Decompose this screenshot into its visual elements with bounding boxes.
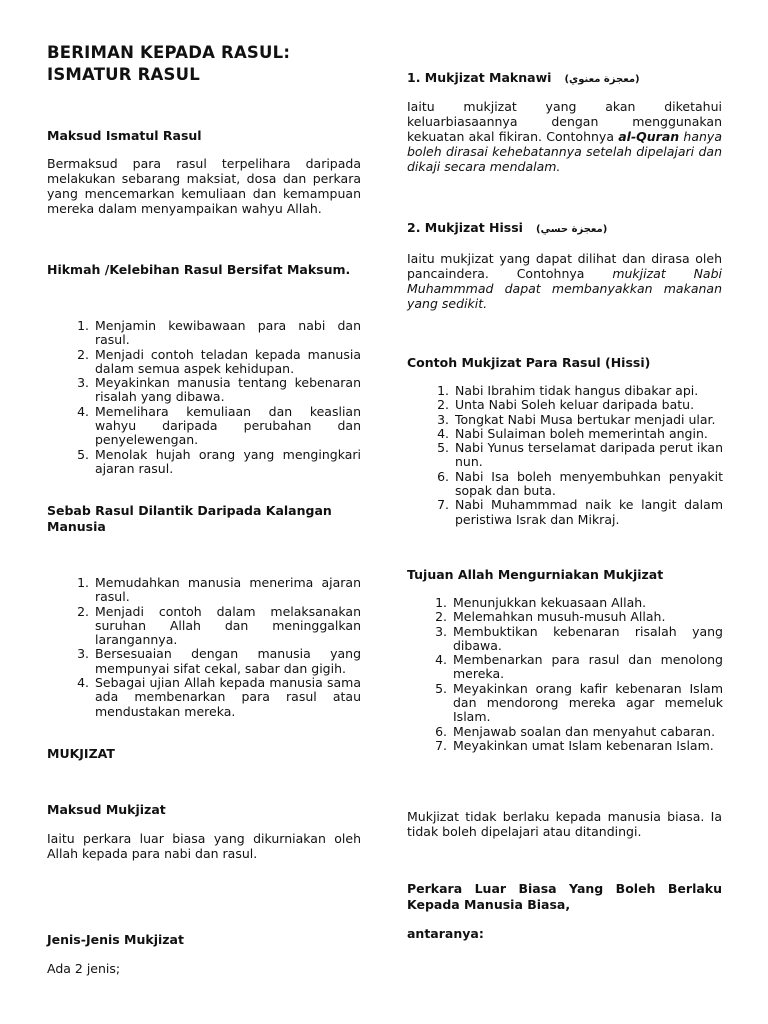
list-item: 1. Menjamin kewibawaan para nabi dan rasul.	[93, 319, 361, 348]
list-item: 5. Nabi Yunus terselamat daripada perut ikan nun.	[453, 441, 723, 470]
list-item: 7. Nabi Muhammmad naik ke langit dalam peristiwa Israk dan Mikraj.	[453, 498, 723, 527]
list-item: 3. Meyakinkan manusia tentang kebenaran risalah yang dibawa.	[93, 376, 361, 405]
maknawi-heading: 1. Mukjizat Maknawi	[407, 70, 552, 85]
sebab-heading: Sebab Rasul Dilantik Daripada Kalangan Manusia	[47, 503, 332, 534]
maknawi-text-1: Iaitu mukjizat yang akan diketahui keluarbiasaannya dengan menggunakan kekuatan akal fikiran. Contohnya	[407, 99, 722, 144]
list-item: 2. Melemahkan musuh-musuh Allah.	[451, 610, 723, 624]
list-item: 4. Membenarkan para rasul dan menolong mereka.	[451, 653, 723, 682]
list-item: 3. Tongkat Nabi Musa bertukar menjadi ular.	[453, 413, 723, 427]
maksud-mukjizat-text: Iaitu perkara luar biasa yang dikurniakan oleh Allah kepada para nabi dan rasul.	[47, 831, 361, 861]
jenis-text: Ada 2 jenis;	[47, 961, 121, 976]
hikmah-heading: Hikmah /Kelebihan Rasul Bersifat Maksum.	[47, 262, 351, 277]
antaranya-heading: antaranya:	[407, 926, 484, 941]
hissi-heading: 2. Mukjizat Hissi	[407, 220, 523, 235]
hissi-text-2: mukjizat Nabi Muhammmad dapat membanyakkan makanan yang sedikit.	[407, 266, 722, 311]
tujuan-list	[405, 596, 723, 753]
list-item: 5. Meyakinkan orang kafir kebenaran Islam dan mendorong mereka agar memeluk Islam.	[451, 682, 723, 725]
maksud-ismatul-heading: Maksud Ismatul Rasul	[47, 128, 202, 143]
document-title	[47, 42, 290, 86]
maknawi-heading-row	[407, 70, 722, 88]
maknawi-quran: al-Quran	[618, 129, 680, 144]
hikmah-list	[47, 319, 361, 476]
maknawi-text	[407, 99, 722, 174]
list-item: 4. Memelihara kemuliaan dan keaslian wahyu daripada perubahan dan penyelewengan.	[93, 405, 361, 448]
list-item: 3. Membuktikan kebenaran risalah yang dibawa.	[451, 625, 723, 654]
hissi-heading-row	[407, 220, 722, 238]
list-item: 5. Menolak hujah orang yang mengingkari ajaran rasul.	[93, 448, 361, 477]
list-item: 1. Memudahkan manusia menerima ajaran rasul.	[93, 576, 361, 605]
hissi-text-1: Iaitu mukjizat yang dapat dilihat dan dirasa oleh pancaindera. Contohnya	[407, 251, 722, 281]
maksud-ismatul-text: Bermaksud para rasul terpelihara daripada melakukan sebarang maksiat, dosa dan perkara yang mencemarkan kemuliaan dan kemampuan mereka dalam menyampaikan wahyu Allah.	[47, 156, 361, 216]
maknawi-text-2: hanya boleh dirasai kehebatannya setelah dipelajari dan dikaji secara mendalam.	[407, 129, 722, 174]
maknawi-arabic: (معجزة معنوي)	[564, 74, 640, 85]
perkara-heading: Perkara Luar Biasa Yang Boleh Berlaku Kepada Manusia Biasa,	[407, 881, 722, 912]
list-item: 1. Nabi Ibrahim tidak hangus dibakar api.	[453, 384, 723, 398]
sebab-list	[47, 576, 361, 719]
hissi-arabic: (معجزة حسي)	[536, 224, 608, 235]
list-item: 4. Nabi Sulaiman boleh memerintah angin.	[453, 427, 723, 441]
list-item: 2. Menjadi contoh teladan kepada manusia dalam semua aspek kehidupan.	[93, 348, 361, 377]
list-item: 4. Sebagai ujian Allah kepada manusia sama ada membenarkan para rasul atau mendustakan mereka.	[93, 676, 361, 719]
mukjizat-heading: MUKJIZAT	[47, 746, 115, 761]
contoh-heading: Contoh Mukjizat Para Rasul (Hissi)	[407, 355, 651, 370]
maksud-mukjizat-heading: Maksud Mukjizat	[47, 802, 166, 817]
list-item: 6. Menjawab soalan dan menyahut cabaran.	[451, 725, 723, 739]
tidak-berlaku-text: Mukjizat tidak berlaku kepada manusia biasa. Ia tidak boleh dipelajari atau ditandingi.	[407, 809, 722, 839]
tujuan-heading: Tujuan Allah Mengurniakan Mukjizat	[407, 567, 664, 582]
title-line-2: ISMATUR RASUL	[47, 65, 200, 84]
list-item: 2. Menjadi contoh dalam melaksanakan suruhan Allah dan meninggalkan larangannya.	[93, 605, 361, 648]
contoh-list	[405, 384, 723, 527]
list-item: 2. Unta Nabi Soleh keluar daripada batu.	[453, 398, 723, 412]
list-item: 3. Bersesuaian dengan manusia yang mempunyai sifat cekal, sabar dan gigih.	[93, 647, 361, 676]
list-item: 7. Meyakinkan umat Islam kebenaran Islam.	[451, 739, 723, 753]
jenis-heading: Jenis-Jenis Mukjizat	[47, 932, 184, 947]
list-item: 6. Nabi Isa boleh menyembuhkan penyakit sopak dan buta.	[453, 470, 723, 499]
list-item: 1. Menunjukkan kekuasaan Allah.	[451, 596, 723, 610]
title-line-1: BERIMAN KEPADA RASUL:	[47, 43, 291, 62]
hissi-text	[407, 251, 722, 311]
